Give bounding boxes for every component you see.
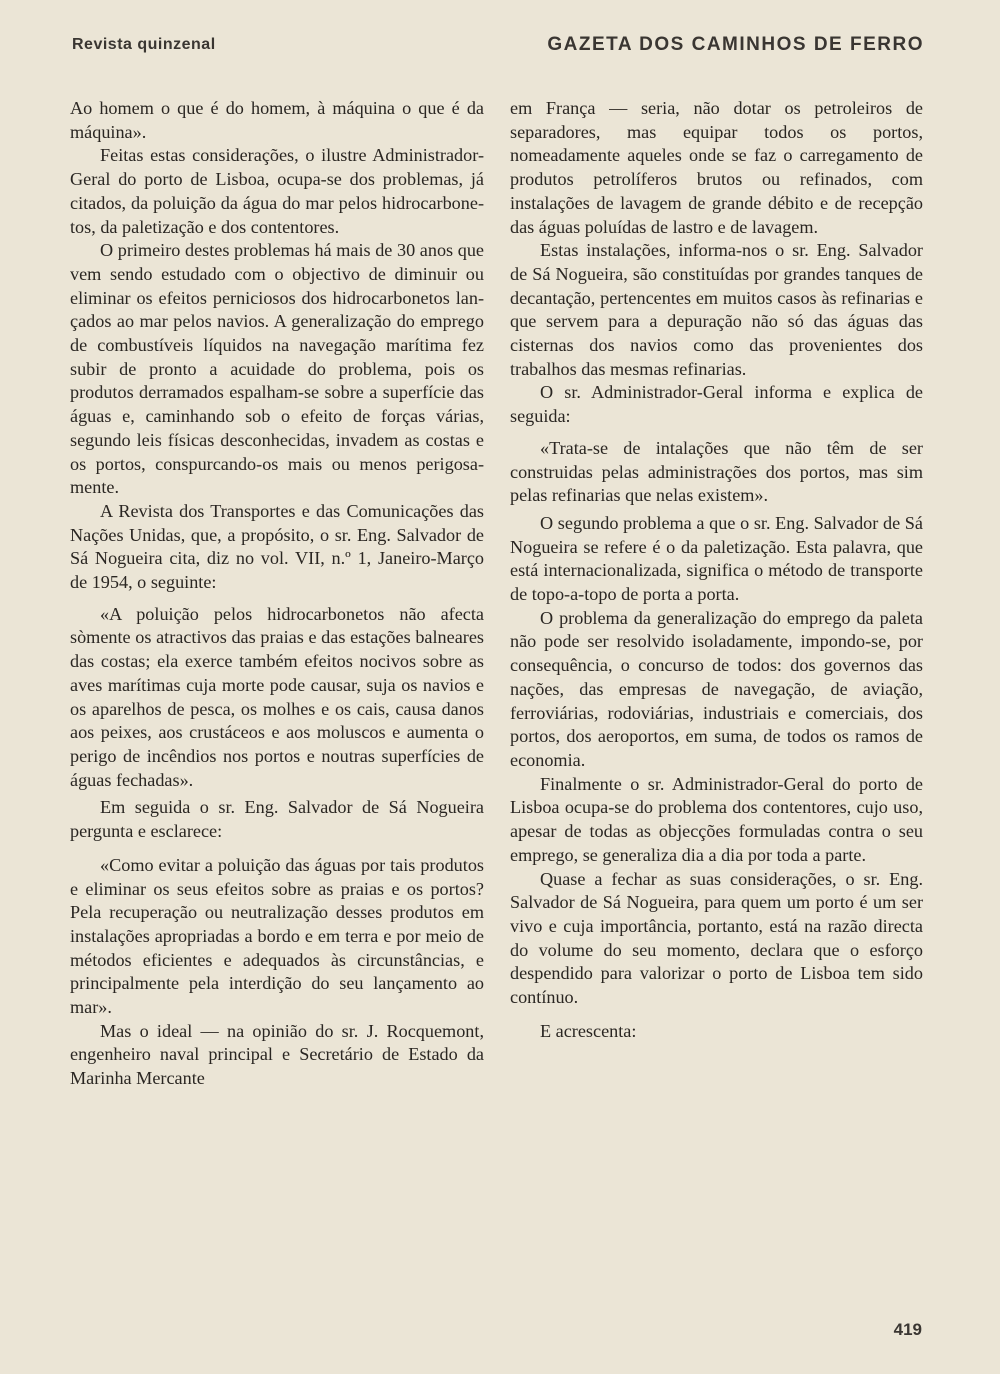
- paragraph: O problema da generalização do emprego da paleta não pode ser resolvido isoladamente, impondo-se, por consequência, o concurso de todos: dos governos das nações, das empresas de navegação, de aviação, ferroviárias, rodoviárias, industriais e comerciais, dos portos, dos aeroportos, em suma, de todos os ramos de economia.: [510, 607, 923, 770]
- quote-paragraph: «Como evitar a poluição das águas por tais produtos e eliminar os seus efeitos sobre as praias e os portos? Pela recuperação ou neutralização desses produtos em instalações apropriadas a bordo e em terra e por meio de métodos eficientes e adequados às circunstâncias, e principalmente pela interdição do seu lançamento ao mar».: [70, 854, 484, 1018]
- paragraph: Finalmente o sr. Administrador-Geral do porto de Lisboa ocupa-se do problema dos contentores, cujo uso, apesar de todas as objecções formuladas contra o seu emprego, se generaliza dia a dia por toda a parte.: [510, 773, 923, 865]
- paragraph: Feitas estas considerações, o ilustre Administrador-Geral do porto de Lisboa, ocupa-se dos problemas, já citados, da poluição da água do mar pelos hidrocarbonetos, da paletização e dos contentores.: [70, 145, 484, 237]
- paragraph: O primeiro destes problemas há mais de 30 anos que vem sendo estudado com o objectivo de diminuir ou eliminar os efeitos perniciosos dos hidrocarbonetos lançados ao mar pelos navios. A generalização do emprego de combustíveis líquidos na navegação marítima fez subir de pronto a acuidade do problema, pois os produtos derramados espalham-se sobre a superfície das águas e, caminhando sob o efeito de forças várias, segundo leis físicas desconhecidas, invadem as costas e os portos, conspurcando-os mais ou menos perigosamente.: [70, 240, 484, 498]
- paragraph: O segundo problema a que o sr. Eng. Salvador de Sá Nogueira se refere é o da paletização. Esta palavra, que está internacionalizada, significa o método de transporte de topo-a-topo de porta a porta.: [510, 512, 923, 605]
- paragraph: Mas o ideal — na opinião do sr. J. Rocquemont, engenheiro naval principal e Secretário de Estado da Marinha Mercante: [70, 1020, 484, 1089]
- right-column: [510, 97, 923, 1043]
- page-header: [72, 32, 924, 60]
- quote-paragraph: «Trata-se de intalações que não têm de ser construidas pelas administrações dos portos, mas sim pelas refinarias que nelas existem».: [510, 437, 923, 506]
- quote-paragraph: «A poluição pelos hidrocarbonetos não afecta sòmente os atractivos das praias e das estações balneares das costas; ela exerce também efeitos nocivos sobre as aves marítimas cuja morte pode causar, suja os navios e os aparelhos de pesca, os molhes e os cais, causa danos aos peixes, aos crustáceos e aos moluscos e aumenta o perigo de incêndios nos portos e noutras superfícies de águas fechadas».: [70, 603, 484, 790]
- paragraph: Ao homem o que é do homem, à máquina o que é da máquina».: [70, 98, 484, 142]
- page-number: 419: [893, 1320, 922, 1339]
- paragraph: E acrescenta:: [540, 1020, 637, 1041]
- left-column: [70, 97, 484, 1091]
- header-publication-frequency: Revista quinzenal: [72, 36, 216, 53]
- paragraph: em França — seria, não dotar os petroleiros de separadores, mas equipar todos os portos, nomeadamente aqueles onde se faz o carregamento de produtos petrolíferos brutos ou refinados, com instalações de lavagem de grande débito e de recepção das águas poluídas de lastro e de lavagem.: [510, 98, 923, 237]
- paragraph: Estas instalações, informa-nos o sr. Eng. Salvador de Sá Nogueira, são constituídas por grandes tanques de decantação, pertencentes em muitos casos às refinarias e que servem para a depuração não só das águas das cisternas dos navios como das provenientes dos trabalhos das mesmas refinarias.: [510, 240, 923, 379]
- header-journal-title: GAZETA DOS CAMINHOS DE FERRO: [547, 34, 924, 55]
- paragraph: Em seguida o sr. Eng. Salvador de Sá Nogueira pergunta e esclarece:: [70, 797, 484, 842]
- paragraph: O sr. Administrador-Geral informa e explica de seguida:: [510, 382, 923, 427]
- paragraph: Quase a fechar as suas considerações, o sr. Eng. Salvador de Sá Nogueira, para quem um porto é um ser vivo e cuja importância, portanto, está na razão directa do volume do seu momento, declara que o esforço despendido para valorizar o porto de Lisboa tem sido contínuo.: [510, 868, 923, 1008]
- paragraph: A Revista dos Transportes e das Comunicações das Nações Unidas, que, a propósito, o sr. Eng. Salvador de Sá Nogueira cita, diz no vol. VII, n.º 1, Janeiro-Março de 1954, o seguinte:: [70, 500, 484, 593]
